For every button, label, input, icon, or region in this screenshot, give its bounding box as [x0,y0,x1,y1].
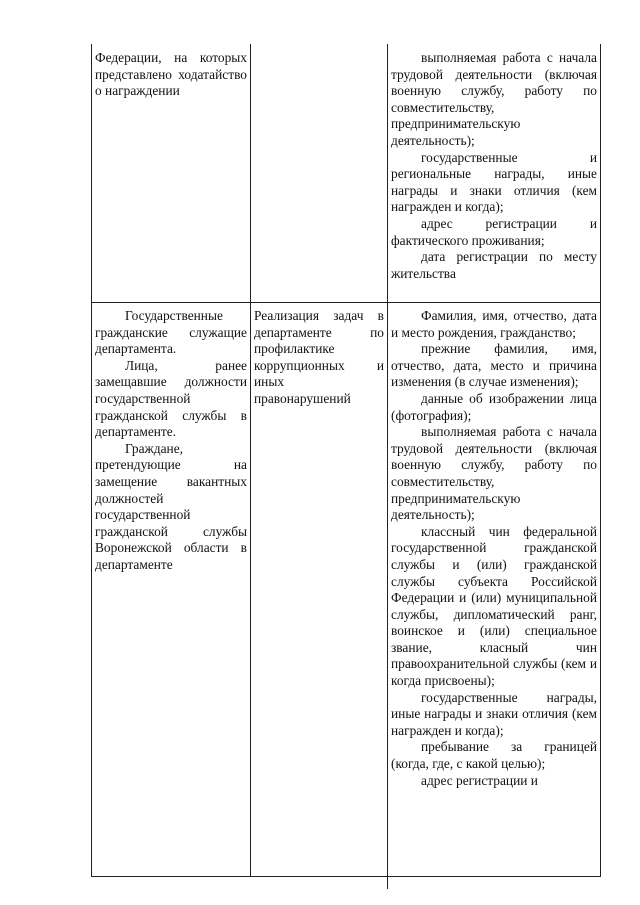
row2-purpose-text: Реализация задач в департаменте по профилактике коррупционных и иных правонарушений [254,308,384,406]
row1-data-item: государственные и региональные награды, иные награды и знаки отличия (кем награжден и когда); [391,149,597,215]
row1-category-text: Федерации, на которых представлено ходатайство о награждении [95,50,247,99]
table-border-right [600,44,601,877]
row1-data-cell [391,50,597,282]
row2-data-item: классный чин федеральной государственной гражданской службы и (или) гражданской службы субъекта Российской Федерации и (или) муниципальной службы, дипломатический ранг, воинское и (или) специальное звание, класный чин правоохранительной службы (кем и когда присвоены); [391,523,597,689]
row2-purpose-cell [254,308,384,408]
row2-category-cell [95,308,247,574]
row1-data-item: адрес регистрации и фактического проживания; [391,215,597,248]
table-divider-1 [250,44,251,877]
row1-data-item: дата регистрации по месту жительства [391,249,597,281]
row2-data-item: пребывание за границей (когда, где, с какой целью); [391,739,597,772]
row2-data-cell [391,308,597,789]
table-divider-2 [387,44,388,889]
table-row-divider [91,302,601,303]
table-border-left [91,44,92,877]
row1-category-cell [95,50,247,100]
row2-category-item: Граждане, претендующие на замещение вакантных должностей государственной гражданской службы Воронежской области в департаменте [95,440,247,572]
row2-data-item: данные об изображении лица (фотография); [391,390,597,423]
row2-category-item: Государственные гражданские служащие департамента. [95,308,247,357]
row2-data-item: государственные награды, иные награды и знаки отличия (кем награжден и когда); [391,689,597,738]
row1-data-item: выполняемая работа с начала трудовой деятельности (включая военную службу, работу по совместительству, предпринимательскую деятельность); [391,50,597,148]
row2-data-item: Фамилия, имя, отчество, дата и место рождения, гражданство; [391,308,597,340]
row2-data-item: выполняемая работа с начала трудовой деятельности (включая военную службу, работу по совместительству, предпринимательскую деятельность); [391,424,597,523]
row2-category-item: Лица, ранее замещавшие должности государственной гражданской службы в департаменте. [95,357,247,440]
row2-data-item: прежние фамилия, имя, отчество, дата, место и причина изменения (в случае изменения); [391,341,597,390]
row2-data-item: адрес регистрации и [421,772,538,788]
table-border-bottom [91,876,601,877]
